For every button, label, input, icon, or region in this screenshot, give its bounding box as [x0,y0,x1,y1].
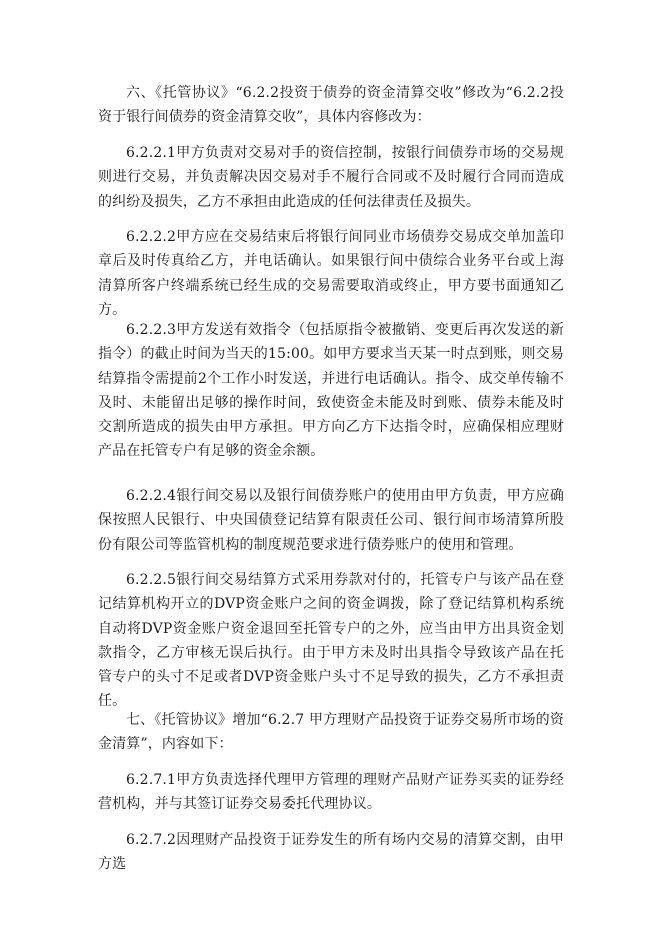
paragraph-6-2-7-1: 6.2.7.1甲方负责选择代理甲方管理的理财产品财产证券买卖的证券经营机构，并与其签订证券交易委托代理协议。 [98,772,564,813]
paragraph-6-2-2-3: 6.2.2.3甲方发送有效指令（包括原指令被撤销、变更后再次发送的新指令）的截止时间为当天的15:00。如甲方要求当天某一时点到账，则交易结算指令需提前2个工作小时发送，并进行电话确认。指令、成交单传输不及时、未能留出足够的操作时间，致使资金未能及时到账、债券未能及时交割所造成的损失由甲方承担。甲方向乙方下达指令时，应确保相应理财产品在托管专户有足够的资金余额。 [98,322,564,460]
paragraph-section-6-heading: 六、《托管协议》“6.2.2投资于债券的资金清算交收”修改为“6.2.2投资于银行间债券的资金清算交收”，具体内容修改为： [98,85,564,126]
paragraph-6-2-2-4: 6.2.2.4银行间交易以及银行间债券账户的使用由甲方负责，甲方应确保按照人民银行、中央国债登记结算有限责任公司、银行间市场清算所股份有限公司等监管机构的制度规范要求进行债券账户的使用和管理。 [98,488,564,553]
paragraph-6-2-2-2: 6.2.2.2甲方应在交易结束后将银行间同业市场债券交易成交单加盖印章后及时传真给乙方，并电话确认。如果银行间中债综合业务平台或上海清算所客户终端系统已经生成的交易需要取消或终止，甲方要书面通知乙方。 [98,229,564,318]
paragraph-6-2-2-1: 6.2.2.1甲方负责对交易对手的资信控制，按银行间债券市场的交易规则进行交易，并负责解决因交易对手不履行合同或不及时履行合同而造成的纠纷及损失，乙方不承担由此造成的任何法律责任及损失。 [98,145,564,210]
paragraph-6-2-2-5: 6.2.2.5银行间交易结算方式采用券款对付的，托管专户与该产品在登记结算机构开立的DVP资金账户之间的资金调拨，除了登记结算机构系统自动将DVP资金账户资金退回至托管专户的之外，应当由甲方出具资金划款指令，乙方审核无误后执行。由于甲方未及时出具指令导致该产品在托管专户的头寸不足或者DVP资金账户头寸不足导致的损失，乙方不承担责任。 [98,572,564,710]
paragraph-6-2-7-2: 6.2.7.2因理财产品投资于证券发生的所有场内交易的清算交割，由甲方选 [98,832,564,873]
paragraph-section-7-heading: 七、《托管协议》增加“6.2.7 甲方理财产品投资于证券交易所市场的资金清算”，内容如下： [98,712,564,753]
